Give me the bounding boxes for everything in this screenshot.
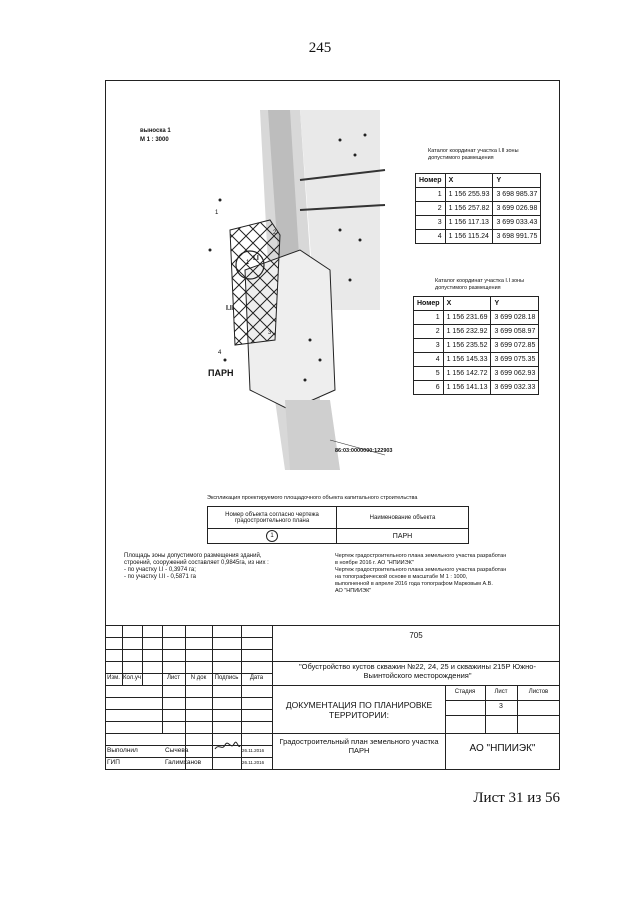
- explication-title: Экспликация проектируемого площадочного объекта капитального строительства: [207, 495, 418, 501]
- point-label-2: 2: [273, 230, 277, 236]
- explication-table: Номер объекта согласно чертежа градостроительного плана Наименование объекта 1 ПАРН: [207, 506, 469, 544]
- signature: [213, 741, 241, 753]
- project-code: 705: [409, 631, 423, 640]
- map-scale: М 1 : 3000: [140, 137, 169, 143]
- page-number: 245: [308, 40, 332, 56]
- project-title: "Обустройство кустов скважин №22, 24, 25 и скважины 215Р Южно-Выинтойского месторождения": [299, 662, 536, 680]
- site-plan-map: [190, 110, 390, 470]
- table-row: 2 1 156 232.92 3 699 058.97: [414, 325, 539, 339]
- point-label-3: 3: [268, 330, 272, 336]
- doc-title: ДОКУМЕНТАЦИЯ ПО ПЛАНИРОВКЕ ТЕРРИТОРИИ:: [285, 700, 433, 720]
- author-notes: Чертеж градостроительного плана земельного участка разработан в ноябре 2016 г. АО "НПИИЭК" Чертеж градостроительного плана земельного участка разработан на топографической основе в масштабе М 1 : 1000, выполненной в апреле 2016 года топографом Марковым А.В. АО "НПИИЭК": [335, 553, 507, 594]
- inset-title: выноска 1: [140, 128, 171, 134]
- zone-label-ii: Ι.Ι: [253, 255, 259, 262]
- object-number: 1: [246, 260, 250, 266]
- hatched-zone: [230, 220, 280, 345]
- table-row: 1 1 156 255.93 3 698 985.37: [416, 188, 541, 202]
- title-block: 705 "Обустройство кустов скважин №22, 24, 25 и скважины 215Р Южно-Выинтойского месторождения" Изм. Кол.уч Лист N док Подпись Дата ДОКУМЕНТАЦИЯ ПО ПЛАНИРОВКЕ ТЕРРИТОРИИ: Градостроительный план земельного участка ПАРН Стадия Лист Листов 3 АО "НПИИЭК" Выполнил Сычева 26.11.2016 ГИП Галимханов 26.11.2016: [105, 625, 560, 770]
- table-row: 6 1 156 141.13 3 699 032.33: [414, 381, 539, 395]
- point-label-1: 1: [215, 210, 219, 216]
- table-row: 4 1 156 145.33 3 699 075.35: [414, 353, 539, 367]
- area-label: ПАРН: [208, 368, 234, 378]
- catalog-i-title: Каталог координат участка I.I зоны допустимого размещения: [435, 278, 525, 291]
- zone-label-iii: Ι.ΙΙ: [226, 305, 234, 312]
- table-row: 3 1 156 117.13 3 699 033.43: [416, 216, 541, 230]
- table-row: 4 1 156 115.24 3 698 991.75: [416, 230, 541, 244]
- table-row: 2 1 156 257.82 3 699 026.98: [416, 202, 541, 216]
- table-row: 3 1 156 235.52 3 699 072.85: [414, 339, 539, 353]
- catalog-ii-table: Номер X Y 1 1 156 255.93 3 698 985.37 2 1 156 257.82 3 699 026.98 3 1 156 117.13 3 699 033.43 4 1 156 115.24 3 698 991.75: [415, 173, 541, 244]
- table-row: 5 1 156 142.72 3 699 062.93: [414, 367, 539, 381]
- catalog-ii-title: Каталог координат участка I.II зоны допустимого размещения: [428, 148, 519, 161]
- object-number-circle: 1: [266, 530, 278, 542]
- cadastral-number: 86:03:0000000:122903: [335, 448, 393, 454]
- plan-title: Градостроительный план земельного участка ПАРН: [279, 737, 439, 755]
- point-label-4: 4: [218, 350, 222, 356]
- page-footer: Лист 31 из 56: [473, 790, 560, 806]
- catalog-i-table: Номер X Y 1 1 156 231.69 3 699 028.18 2 1 156 232.92 3 699 058.97 3 1 156 235.52 3 699 072.85 4 1 156 145.33 3 699 075.35 5 1 156 142.72 3 699 062.93 6 1 156 141.13 3 699 032.33: [413, 296, 539, 395]
- area-notes: Площадь зоны допустимого размещения зданий, строений, сооружений составляет 0,9845га, из них : - по участку I.I - 0,3974 га; - по участку I.II - 0,5871 га: [124, 553, 269, 580]
- company-name: АО "НПИИЭК": [469, 743, 536, 754]
- table-row: 1 1 156 231.69 3 699 028.18: [414, 311, 539, 325]
